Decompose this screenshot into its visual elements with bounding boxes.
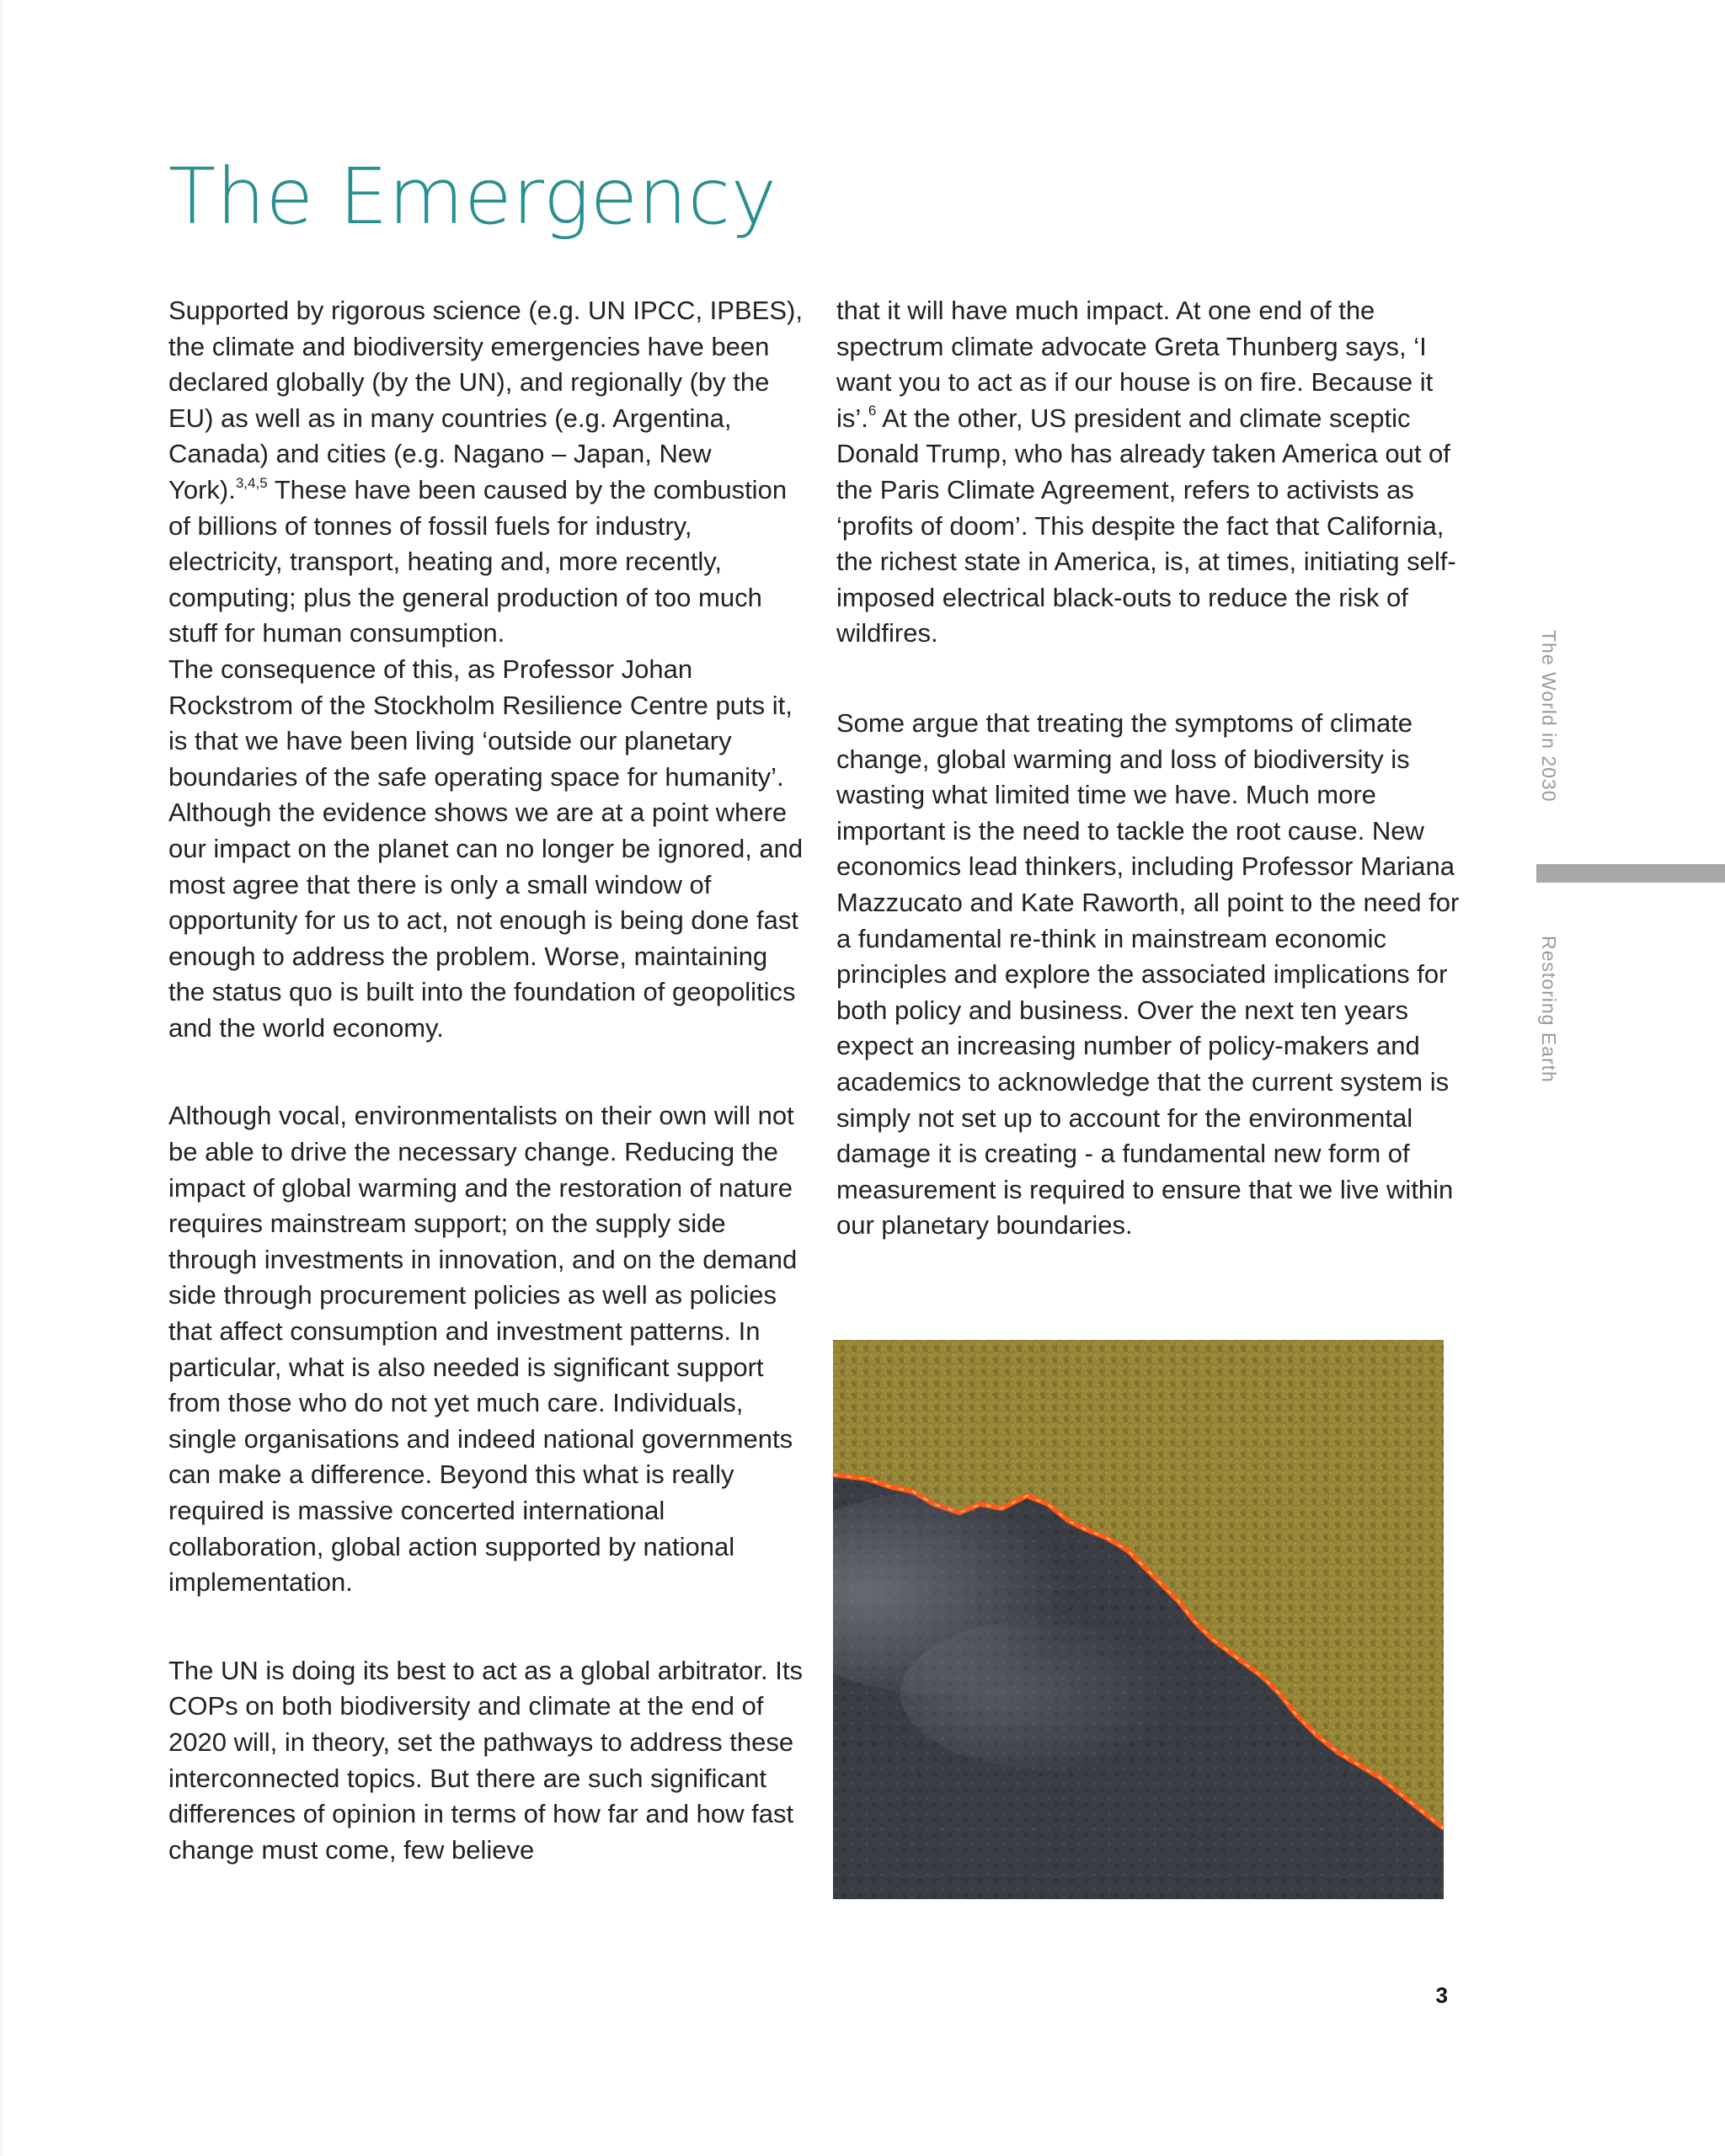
left-paragraph-3: Although vocal, environmentalists on their own will not be able to drive the necessary change. Reducing the impact of global warming and the restoration of nature requires mainstream support; on the supply side through investments in innovation, and on the demand side through procurement policies as well as policies that affect consumption and investment patterns. In particular, what is also needed is significant support from those who do not yet much care. Individuals, single organisations and indeed national governments can make a difference. Beyond this what is really required is massive concerted international collaboration, global action supported by national implementation. <box>168 1101 798 1598</box>
left-column <box>168 293 809 1868</box>
sidebar-publication-label: The World in 2030 <box>1538 630 1560 803</box>
left-paragraph-1: Supported by rigorous science (e.g. UN IPCC, IPBES), the climate and biodiversity emergencies have been declared globally (by the UN), and regionally (by the EU) as well as in many countries (e.g. Argentina, Canada) and cities (e.g. Nagano – Japan, New York).$^{3,4,5}$ These have been caused by the combustion of billions of tonnes of fossil fuels for industry, electricity, transport, heating and, more recently, computing; plus the general production of too much stuff for human consumption. <box>168 296 803 648</box>
right-paragraph-1: that it will have much impact. At one end of the spectrum climate advocate Greta Thunberg says, ‘I want you to act as if our house is on fire. Because it is’.$^6$ At the other, US president and climate sceptic Donald Trump, who has already taken America out of the Paris Climate Agreement, refers to activists as ‘profits of doom’. This despite the fact that California, the richest state in America, is, at times, initiating self-imposed electrical black-outs to reduce the risk of wildfires. <box>836 296 1456 648</box>
sidebar-section-label: Restoring Earth <box>1538 936 1560 1083</box>
wildfire-aerial-photo <box>833 1340 1444 1899</box>
footnote-ref: 6 <box>868 403 877 419</box>
page-edge-line <box>1 0 2 2156</box>
footnote-ref: 3,4,5 <box>235 474 268 491</box>
left-paragraph-2: The consequence of this, as Professor Johan Rockstrom of the Stockholm Resilience Centre puts it, is that we have been living ‘outside our planetary boundaries of the safe operating space for humanity’. Although the evidence shows we are at a point where our impact on the planet can no longer be ignored, and most agree that there is only a small window of opportunity for us to act, not enough is being done fast enough to address the problem. Worse, maintaining the status quo is built into the foundation of geopolitics and the world economy. <box>168 654 804 1043</box>
page-number: 3 <box>1435 1983 1448 2008</box>
page-title: The Emergency <box>168 152 777 242</box>
right-column-top <box>836 293 1477 652</box>
left-paragraph-4: The UN is doing its best to act as a global arbitrator. Its COPs on both biodiversity and climate at the end of 2020 will, in theory, set the pathways to address these interconnected topics. But there are such significant differences of opinion in terms of how far and how fast change must come, few believe <box>168 1655 803 1865</box>
sidebar-divider-bar <box>1536 864 1725 883</box>
wildfire-illustration <box>833 1340 1444 1899</box>
right-paragraph-2: Some argue that treating the symptoms of climate change, global warming and loss of biodiversity is wasting what limited time we have. Much more important is the need to tackle the root cause. New economics lead thinkers, including Professor Mariana Mazzucato and Kate Raworth, all point to the need for a fundamental re-think in mainstream economic principles and explore the associated implications for both policy and business. Over the next ten years expect an increasing number of policy-makers and academics to acknowledge that the current system is simply not set up to account for the environmental damage it is creating - a fundamental new form of measurement is required to ensure that we live within our planetary boundaries. <box>836 708 1460 1241</box>
right-column-bottom <box>836 706 1477 1244</box>
